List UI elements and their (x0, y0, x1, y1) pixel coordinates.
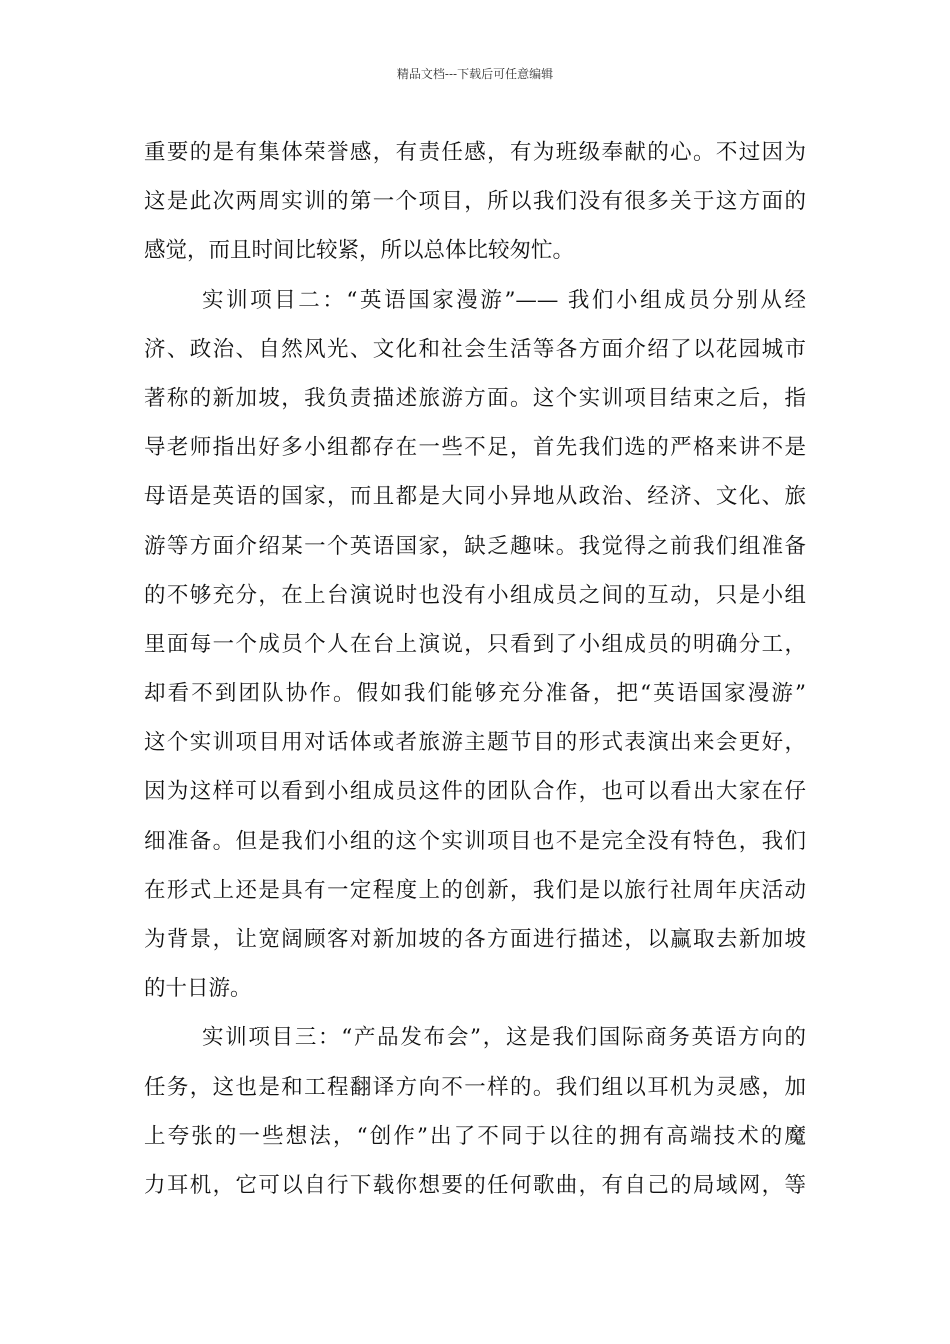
text-line: 这个实训项目用对话体或者旅游主题节目的形式表演出来会更好， (144, 730, 806, 756)
text-line: 任务，这也是和工程翻译方向不一样的。我们组以耳机为灵感，加 (144, 1074, 806, 1100)
text-line: 济、政治、自然风光、文化和社会生活等各方面介绍了以花园城市 (144, 336, 806, 362)
text-line: 著称的新加坡，我负责描述旅游方面。这个实训项目结束之后，指 (144, 385, 806, 411)
document-body (144, 128, 806, 1210)
text-line: 的不够充分，在上台演说时也没有小组成员之间的互动，只是小组 (144, 582, 806, 608)
text-line: 游等方面介绍某一个英语国家，缺乏趣味。我觉得之前我们组准备 (144, 533, 806, 559)
text-line: 母语是英语的国家，而且都是大同小异地从政治、经济、文化、旅 (144, 484, 806, 510)
text-line: 感觉，而且时间比较紧，所以总体比较匆忙。 (144, 238, 575, 264)
page-header: 精品文档---下载后可任意编辑 (396, 67, 554, 81)
text-line: 上夸张的一些想法，“创作”出了不同于以往的拥有高端技术的魔 (144, 1123, 806, 1149)
paragraph-start-line: 实训项目三：“产品发布会”，这是我们国际商务英语方向的 (202, 1025, 806, 1051)
text-line: 在形式上还是具有一定程度上的创新，我们是以旅行社周年庆活动 (144, 877, 806, 903)
paragraph-start-line: 实训项目二：“英语国家漫游”—— 我们小组成员分别从经 (202, 287, 806, 313)
text-line: 的十日游。 (144, 976, 252, 1002)
text-line: 重要的是有集体荣誉感，有责任感，有为班级奉献的心。不过因为 (144, 140, 806, 165)
text-line: 细准备。但是我们小组的这个实训项目也不是完全没有特色，我们 (144, 828, 806, 854)
text-line: 导老师指出好多小组都存在一些不足，首先我们选的严格来讲不是 (144, 435, 806, 461)
text-line: 力耳机，它可以自行下载你想要的任何歌曲，有自己的局域网，等 (144, 1172, 806, 1198)
text-line: 因为这样可以看到小组成员这件的团队合作，也可以看出大家在仔 (144, 779, 806, 805)
text-line: 为背景，让宽阔顾客对新加坡的各方面进行描述，以赢取去新加坡 (144, 927, 806, 952)
text-line: 这是此次两周实训的第一个项目，所以我们没有很多关于这方面的 (144, 189, 806, 215)
text-line: 却看不到团队协作。假如我们能够充分准备，把“英语国家漫游” (144, 681, 806, 707)
text-line: 里面每一个成员个人在台上演说，只看到了小组成员的明确分工， (144, 631, 806, 657)
